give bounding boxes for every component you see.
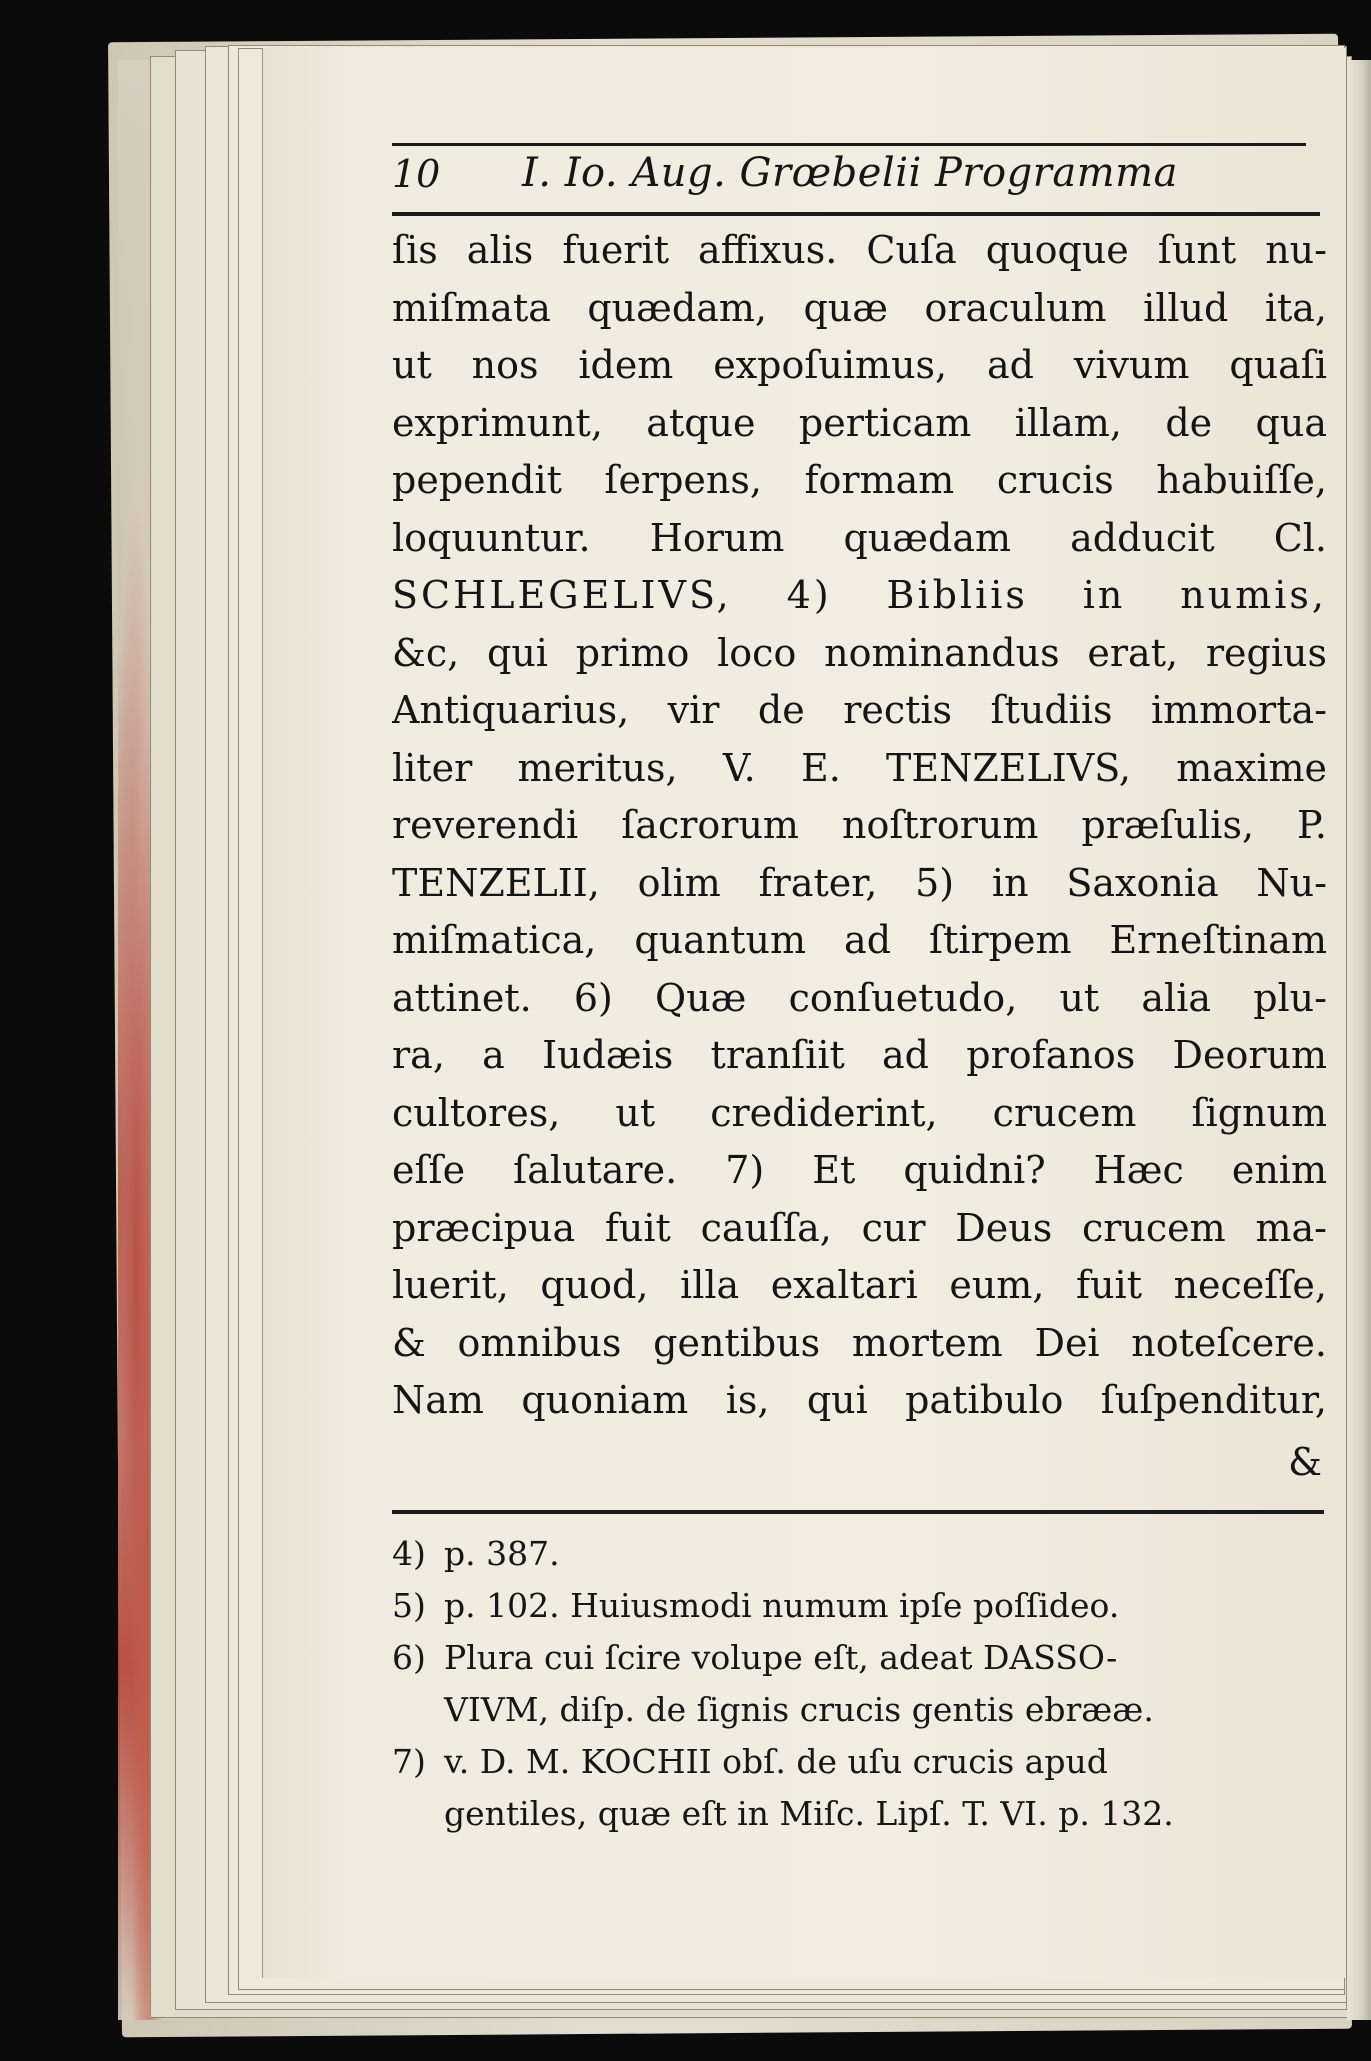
footnote-mark: 4) — [392, 1534, 426, 1573]
running-head — [392, 150, 1322, 210]
text-line: eſſe ſalutare. 7) Et quidni? Hæc enim — [392, 1148, 1327, 1192]
text-line: exprimunt, atque perticam illam, de qua — [392, 400, 1327, 445]
footnote-text: v. D. M. KOCHII obſ. de uſu crucis apud — [444, 1742, 1108, 1781]
page-number: 10 — [392, 152, 441, 196]
text-line: &c, qui primo loco nominandus erat, regius — [392, 630, 1327, 675]
text-line: præcipua fuit cauſſa, cur Deus crucem ma- — [392, 1205, 1327, 1250]
text-line: pependit ſerpens, formam crucis habuiſſe, — [392, 458, 1327, 502]
footnote-mark: 5) — [392, 1586, 426, 1625]
text-line: reverendi ſacrorum noſtrorum præſulis, P. — [392, 803, 1327, 847]
text-line: luerit, quod, illa exaltari eum, fuit neceſſe, — [392, 1263, 1327, 1307]
main-text — [392, 222, 1327, 1430]
footnote — [392, 1736, 1327, 1788]
text-line: ſis alis fuerit affixus. Cuſa quoque ſunt nu- — [392, 228, 1327, 272]
footnote — [392, 1580, 1327, 1632]
page-fore-edge — [1347, 60, 1371, 2020]
footnote — [392, 1632, 1327, 1684]
footnote-rule — [392, 1510, 1324, 1514]
running-title: I. Io. Aug. Grœbelii Programma — [522, 150, 1178, 196]
header-rule-top — [392, 143, 1306, 146]
header-rule-bottom — [392, 212, 1320, 216]
text-line: loquuntur. Horum quædam adducit Cl. — [392, 515, 1327, 560]
text-line: Antiquarius, vir de rectis ſtudiis immorta- — [392, 688, 1327, 732]
footnote-text: p. 387. — [444, 1534, 560, 1573]
text-line: & omnibus gentibus mortem Dei noteſcere. — [392, 1320, 1327, 1365]
footnote-text: p. 102. Huiusmodi numum ipſe poſſideo. — [444, 1586, 1120, 1625]
text-line: Nam quoniam is, qui patibulo ſuſpenditur, — [392, 1378, 1327, 1422]
footnote-mark: 7) — [392, 1742, 426, 1781]
footnote-mark: 6) — [392, 1638, 426, 1677]
text-line: ra, a Iudæis tranſiit ad profanos Deorum — [392, 1033, 1327, 1077]
footnote-text: VIVM, diſp. de ſignis crucis gentis ebrææ. — [444, 1690, 1154, 1729]
catchword: & — [1288, 1440, 1322, 1484]
text-line: SCHLEGELIVS, 4) Bibliis in numis, — [392, 573, 1327, 617]
footnote-text: gentiles, quæ eſt in Miſc. Lipſ. T. VI. p. 132. — [444, 1794, 1174, 1833]
footnote-text: Plura cui ſcire volupe eſt, adeat DASSO- — [444, 1638, 1118, 1677]
text-line: miſmata quædam, quæ oraculum illud ita, — [392, 285, 1327, 330]
footnote-continuation — [392, 1788, 1327, 1840]
footnote — [392, 1528, 1327, 1580]
text-line: TENZELII, olim frater, 5) in Saxonia Nu- — [392, 860, 1327, 905]
text-line: attinet. 6) Quæ conſuetudo, ut alia plu- — [392, 975, 1327, 1020]
text-line: ut nos idem expoſuimus, ad vivum quaſi — [392, 343, 1327, 387]
catchword-row — [392, 1440, 1322, 1490]
footnote-continuation — [392, 1684, 1327, 1736]
footnotes — [392, 1528, 1327, 1840]
text-line: miſmatica, quantum ad ſtirpem Erneſtinam — [392, 918, 1327, 962]
text-line: cultores, ut crediderint, crucem ſignum — [392, 1090, 1327, 1135]
text-line: liter meritus, V. E. TENZELIVS, maxime — [392, 745, 1327, 790]
